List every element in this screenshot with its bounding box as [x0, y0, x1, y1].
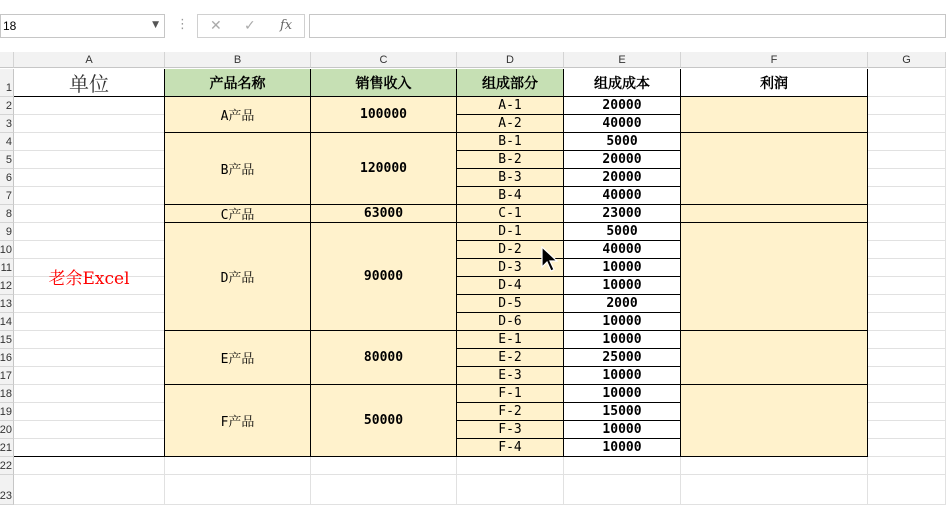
row-header-1[interactable] — [0, 69, 14, 97]
component-cell[interactable]: A-2 — [457, 115, 564, 133]
product-name-cell[interactable]: B产品 — [165, 133, 311, 205]
component-cell[interactable]: E-3 — [457, 367, 564, 385]
header-unit[interactable]: 单位 — [14, 69, 165, 97]
row-number: 19 — [0, 406, 12, 418]
formula-toolbar — [0, 0, 946, 53]
component-cell[interactable]: E-1 — [457, 331, 564, 349]
row-header-12[interactable] — [0, 277, 14, 295]
revenue-cell[interactable]: 90000 — [311, 223, 457, 331]
profit-cell[interactable] — [681, 223, 868, 331]
product-name-cell[interactable]: C产品 — [165, 205, 311, 223]
product-name-cell[interactable]: F产品 — [165, 385, 311, 457]
cost-cell[interactable]: 20000 — [564, 169, 681, 187]
row-number: 7 — [5, 190, 12, 202]
cost-cell[interactable]: 10000 — [564, 421, 681, 439]
row-header-7[interactable] — [0, 187, 14, 205]
select-all-corner[interactable] — [0, 52, 14, 68]
row-header-2[interactable] — [0, 97, 14, 115]
component-cell[interactable]: E-2 — [457, 349, 564, 367]
component-cell[interactable]: B-2 — [457, 151, 564, 169]
cost-cell[interactable]: 5000 — [564, 223, 681, 241]
profit-cell[interactable] — [681, 97, 868, 133]
column-header-d[interactable]: D — [457, 52, 564, 68]
formula-buttons — [197, 14, 305, 38]
revenue-cell[interactable]: 100000 — [311, 97, 457, 133]
product-name-cell[interactable]: E产品 — [165, 331, 311, 385]
component-cell[interactable]: B-1 — [457, 133, 564, 151]
column-header-c[interactable]: C — [311, 52, 457, 68]
column-header-a[interactable]: A — [14, 52, 165, 68]
component-cell[interactable]: C-1 — [457, 205, 564, 223]
cost-cell[interactable]: 40000 — [564, 115, 681, 133]
cost-cell[interactable]: 10000 — [564, 277, 681, 295]
component-cell[interactable]: B-3 — [457, 169, 564, 187]
revenue-cell[interactable]: 120000 — [311, 133, 457, 205]
row-header-9[interactable] — [0, 223, 14, 241]
gridline — [14, 474, 946, 475]
row-header-11[interactable] — [0, 259, 14, 277]
profit-cell[interactable] — [681, 331, 868, 385]
cost-cell[interactable]: 40000 — [564, 241, 681, 259]
column-header-e[interactable]: E — [564, 52, 681, 68]
row-number: 10 — [0, 244, 12, 256]
component-cell[interactable]: D-1 — [457, 223, 564, 241]
row-header-5[interactable] — [0, 151, 14, 169]
row-header-21[interactable] — [0, 439, 14, 457]
row-header-4[interactable] — [0, 133, 14, 151]
cost-cell[interactable]: 2000 — [564, 295, 681, 313]
component-cell[interactable]: B-4 — [457, 187, 564, 205]
row-number: 21 — [0, 442, 12, 454]
spreadsheet-grid[interactable] — [0, 52, 946, 503]
row-number: 14 — [0, 316, 12, 328]
cost-cell[interactable]: 20000 — [564, 151, 681, 169]
row-header-17[interactable] — [0, 367, 14, 385]
row-number: 15 — [0, 334, 12, 346]
profit-cell[interactable] — [681, 133, 868, 205]
header-profit[interactable]: 利润 — [681, 69, 868, 97]
row-number: 6 — [5, 172, 12, 184]
row-header-15[interactable] — [0, 331, 14, 349]
cost-cell[interactable]: 10000 — [564, 439, 681, 457]
mouse-pointer-icon — [541, 246, 561, 274]
cost-cell[interactable]: 10000 — [564, 259, 681, 277]
revenue-cell[interactable]: 50000 — [311, 385, 457, 457]
component-cell[interactable]: A-1 — [457, 97, 564, 115]
row-number: 23 — [0, 490, 12, 502]
profit-cell[interactable] — [681, 205, 868, 223]
row-header-18[interactable] — [0, 385, 14, 403]
component-cell[interactable]: D-3 — [457, 259, 564, 277]
row-header-19[interactable] — [0, 403, 14, 421]
row-header-14[interactable] — [0, 313, 14, 331]
row-number: 8 — [5, 208, 12, 220]
header-product[interactable]: 产品名称 — [165, 69, 311, 97]
component-cell[interactable]: D-2 — [457, 241, 564, 259]
cost-cell[interactable]: 10000 — [564, 385, 681, 403]
formula-input[interactable] — [309, 14, 946, 38]
row-number: 9 — [5, 226, 12, 238]
name-box-value: 18 — [3, 19, 17, 33]
cost-cell[interactable]: 40000 — [564, 187, 681, 205]
row-number: 5 — [5, 154, 12, 166]
column-header-b[interactable]: B — [165, 52, 311, 68]
row-header-6[interactable] — [0, 169, 14, 187]
name-box[interactable] — [0, 14, 165, 38]
header-component[interactable]: 组成部分 — [457, 69, 564, 97]
header-cost[interactable]: 组成成本 — [564, 69, 681, 97]
row-number: 16 — [0, 352, 12, 364]
product-name-cell[interactable]: A产品 — [165, 97, 311, 133]
cost-cell[interactable]: 15000 — [564, 403, 681, 421]
row-number: 18 — [0, 388, 12, 400]
cancel-icon[interactable]: ✕ — [210, 18, 222, 34]
component-cell[interactable]: D-5 — [457, 295, 564, 313]
row-number: 2 — [5, 100, 12, 112]
chevron-down-icon[interactable]: ▼ — [152, 20, 159, 30]
row-number: 12 — [0, 280, 12, 292]
row-header-20[interactable] — [0, 421, 14, 439]
component-cell[interactable]: F-3 — [457, 421, 564, 439]
row-header-22[interactable] — [0, 457, 14, 475]
row-header-13[interactable] — [0, 295, 14, 313]
cost-cell[interactable]: 23000 — [564, 205, 681, 223]
cost-cell[interactable]: 10000 — [564, 331, 681, 349]
row-header-10[interactable] — [0, 241, 14, 259]
row-number: 13 — [0, 298, 12, 310]
row-number: 20 — [0, 424, 12, 436]
product-name-cell[interactable]: D产品 — [165, 223, 311, 331]
cost-cell[interactable]: 10000 — [564, 367, 681, 385]
row-number: 11 — [0, 262, 12, 274]
cost-cell[interactable]: 10000 — [564, 313, 681, 331]
drag-handle-icon[interactable]: ⋮ — [176, 17, 189, 32]
cost-cell[interactable]: 5000 — [564, 133, 681, 151]
component-cell[interactable]: D-4 — [457, 277, 564, 295]
unit-merged-cell[interactable]: 老余Excel — [14, 97, 165, 457]
enter-icon[interactable]: ✓ — [244, 18, 256, 34]
revenue-cell[interactable]: 80000 — [311, 331, 457, 385]
component-cell[interactable]: F-4 — [457, 439, 564, 457]
row-number: 17 — [0, 370, 12, 382]
column-header-f[interactable]: F — [681, 52, 868, 68]
profit-cell[interactable] — [681, 385, 868, 457]
row-number: 4 — [5, 136, 12, 148]
header-revenue[interactable]: 销售收入 — [311, 69, 457, 97]
row-header-16[interactable] — [0, 349, 14, 367]
component-cell[interactable]: F-1 — [457, 385, 564, 403]
component-cell[interactable]: D-6 — [457, 313, 564, 331]
cost-cell[interactable]: 20000 — [564, 97, 681, 115]
row-number: 22 — [0, 460, 12, 472]
insert-function-icon[interactable]: fx — [280, 18, 293, 33]
row-header-23[interactable] — [0, 475, 14, 505]
component-cell[interactable]: F-2 — [457, 403, 564, 421]
revenue-cell[interactable]: 63000 — [311, 205, 457, 223]
column-header-g[interactable]: G — [868, 52, 946, 68]
row-header-8[interactable] — [0, 205, 14, 223]
row-header-3[interactable] — [0, 115, 14, 133]
row-number: 1 — [5, 82, 12, 94]
row-number: 3 — [5, 118, 12, 130]
cost-cell[interactable]: 25000 — [564, 349, 681, 367]
